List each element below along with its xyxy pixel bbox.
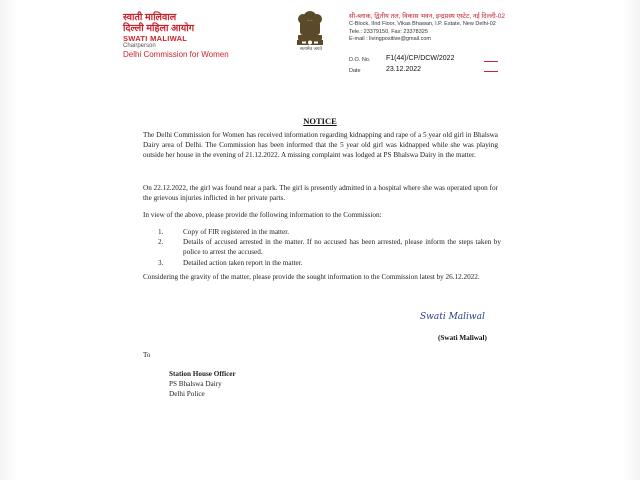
signature-script: Swati Maliwal (420, 312, 485, 322)
notice-title: NOTICE (303, 116, 337, 126)
page-shadow-left (0, 0, 18, 480)
handwritten-signature (418, 306, 498, 324)
paragraph-4: Considering the gravity of the matter, please provide the sought information to the Commission latest by 26.12.2022. (143, 273, 480, 281)
letterhead-right (349, 13, 539, 44)
list-item-text: Details of accused arrested in the matter. If no accused has been arrested, please inform the steps taken by police to arrest the accused. (183, 238, 501, 256)
paragraph-2: On 22.12.2022, the girl was found near a park. The girl is presently admitted in a hospital where she was operated upon for the grievous injuries inflicted in her private parts. (143, 184, 498, 202)
designation: Chairperson (123, 43, 156, 49)
list-item-text: Copy of FIR registered in the matter. (183, 228, 289, 236)
do-value: F1(44)/CP/DCW/2022 (386, 55, 455, 62)
email: E-mail : livingpositive@gmail.com (349, 36, 431, 42)
recipient-line-3: Delhi Police (169, 390, 205, 398)
organization-name: Delhi Commission for Women (123, 50, 229, 59)
list-item-number: 3. (158, 259, 164, 267)
reference-block (349, 55, 509, 77)
signatory-name: (Swati Maliwal) (438, 334, 487, 342)
hindi-org: दिल्ली महिला आयोग (123, 23, 195, 34)
recipient-line-2: PS Bhalswa Dairy (169, 380, 222, 388)
list-item-number: 1. (158, 228, 164, 236)
emblem-motto: सत्यमेव जयते (299, 47, 323, 52)
date-label: Date (349, 68, 361, 74)
list-item-number: 2. (158, 238, 164, 246)
divider-line (484, 61, 498, 62)
phone: Tele.: 23379150, Fax: 23378325 (349, 28, 428, 35)
do-label: D.O. No. (349, 57, 371, 63)
letterhead-left (123, 12, 283, 59)
page-shadow-right (622, 0, 640, 480)
date-value: 23.12.2022 (386, 66, 422, 73)
address: C-Block, IInd Floor, Vikas Bhawan, I.P. Estate, New Delhi-02 (349, 21, 496, 27)
hindi-address: सी-ब्लाक, द्वितीय तल, विकास भवन, इन्द्रप्रस्थ एस्टेट, नई दिल्ली-02 (349, 13, 506, 20)
paragraph-1: The Delhi Commission for Women has received information regarding kidnapping and rape of a 5 year old girl in Bhalswa Dairy area of Delhi. The Commission has been informed that the 5 year old girl was kidnapped while she was playing outside her house in the evening of 21.12.2022. A missing complaint was lodged at PS Bhalswa Dairy in the matter. (143, 131, 498, 159)
list-item-text: Detailed action taken report in the matter. (183, 259, 303, 267)
ashoka-emblem-icon (292, 8, 328, 60)
to-label: To (143, 351, 151, 359)
divider-line (484, 71, 498, 72)
hindi-name: स्वाती मालिवाल (123, 12, 177, 23)
chairperson-name: SWATI MALIWAL (123, 34, 188, 43)
paragraph-3: In view of the above, please provide the following information to the Commission: (143, 211, 382, 219)
recipient-title: Station House Officer (169, 370, 236, 378)
